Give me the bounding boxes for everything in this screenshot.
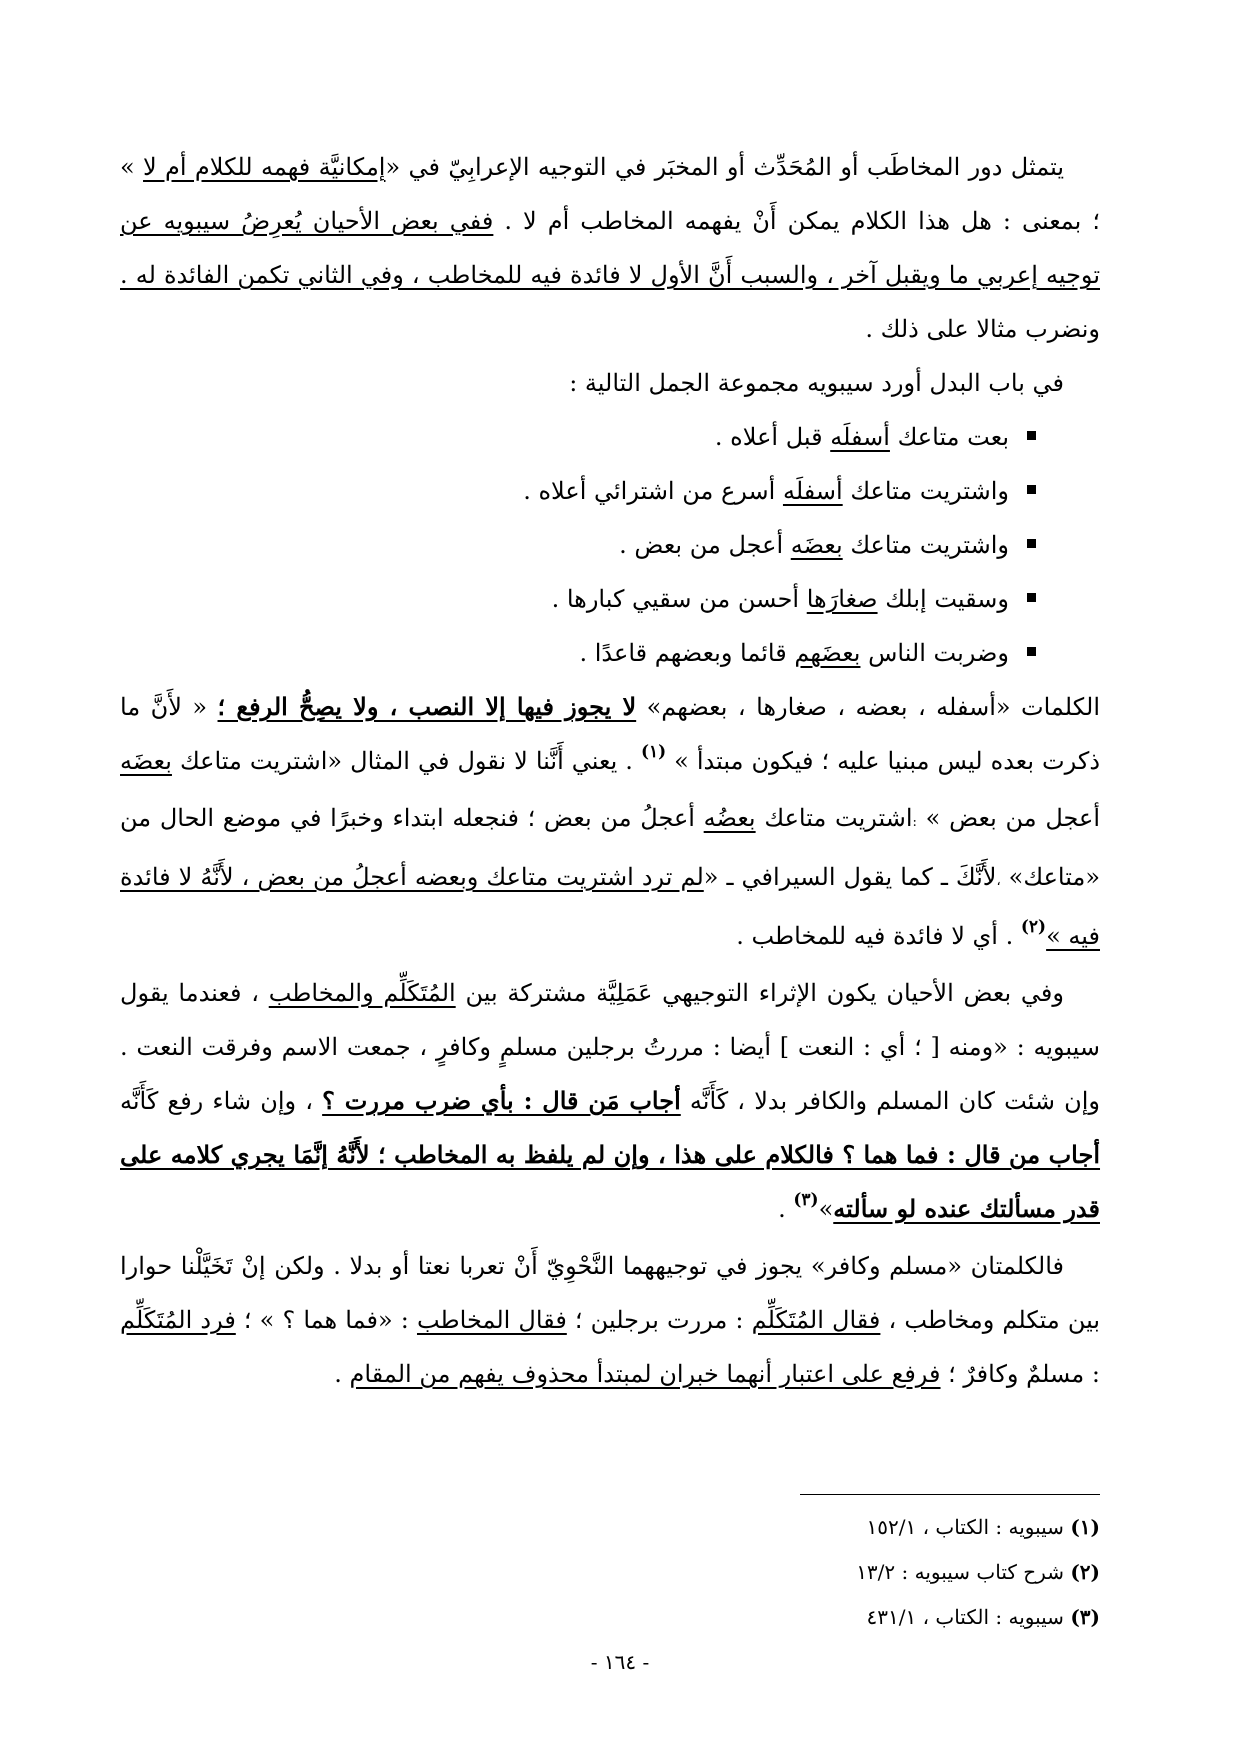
underlined-text: فرد المُتَكَلِّم (120, 1306, 236, 1334)
bullet-icon (1027, 431, 1036, 440)
text: أعجلُ من بعض ؛ فنجعله ابتداء وخبرًا في موضع الحال من «متاعك» (120, 804, 1101, 891)
page-body (120, 140, 1100, 1401)
underlined-text: فقال المخاطب (416, 1306, 567, 1334)
text: بعت متاعك (889, 423, 1009, 451)
text: ، وإن شاء رفع كَأَنَّه (120, 1087, 323, 1115)
text: أعجل من بعض » (916, 804, 1100, 832)
text: . (334, 1360, 350, 1388)
list-item (120, 518, 1036, 572)
list-item (120, 572, 1036, 626)
text: » (818, 1195, 834, 1223)
underlined-text: صغارَها (806, 585, 878, 613)
bullet-icon (1027, 647, 1036, 656)
text: يتمثل دور المخاطَب أو المُحَدِّث أو المخبَر في التوجيه الإعرابِيّ في « (385, 153, 1065, 181)
paragraph-3 (120, 680, 1100, 966)
text: وضربت الناس (860, 639, 1009, 667)
text: وفي بعض الأحيان يكون الإثراء التوجيهي عَمَلِيَّة مشتركة بين (455, 979, 1064, 1007)
footnote-item (700, 1595, 1100, 1640)
text: أسرع من اشترائي أعلاه . (523, 477, 783, 505)
footnote-divider (800, 1494, 1100, 1495)
underlined-text: فقال المُتَكَلِّم (751, 1306, 881, 1334)
bullet-icon (1027, 593, 1036, 602)
footnote-number: (١) (1070, 1515, 1100, 1539)
underlined-text: أسفلَه (782, 477, 843, 505)
bold-underlined-text: لا يجوز فيها إلا النصب ، ولا يصِحُّ الرفع ؛ (217, 692, 637, 721)
footnote-text: شرح كتاب سيبويه : ١٣/٢ (856, 1560, 1071, 1584)
text: في باب البدل أورد سيبويه مجموعة الجمل التالية : (569, 369, 1064, 397)
text: : مسلمٌ وكافرٌ ؛ (940, 1360, 1100, 1388)
example-list (120, 410, 1100, 680)
underlined-text: أسفلَه (830, 423, 890, 451)
paragraph-2 (120, 356, 1100, 410)
underlined-text: بعضَه (120, 747, 172, 775)
bold-underlined-text: أجاب من قال : فما هما ؟ فالكلام على هذا ، وإن لم يلفظ به المخاطب ؛ لأَنَّهُ إنَّمَا يجري كلامه على قدر مسألتك عنده لو سألته (120, 1140, 1101, 1223)
text: واشتريت متاعك (842, 477, 1009, 505)
text: قائما وبعضهم قاعدًا . (579, 639, 795, 667)
text: واشتريت متاعك (842, 531, 1009, 559)
quote-text: « لأَنَّ ما ذكرت بعده ليس مبنيا عليه ؛ فيكون مبتدأ » (120, 693, 1101, 775)
bullet-icon (1027, 539, 1036, 548)
text: : مررت برجلين ؛ (566, 1306, 752, 1334)
footnote-ref[interactable]: (١) (640, 742, 667, 762)
bullet-icon (1027, 485, 1036, 494)
footnote-ref[interactable]: (٢) (1020, 917, 1047, 937)
paragraph-4 (120, 966, 1100, 1239)
text: . يعني أَنَّنا لا نقول في المثال «اشتريت متاعك (171, 747, 641, 775)
underlined-text: المُتَكَلِّم والمخاطب (268, 979, 456, 1007)
underlined-text: ففي بعض الأحيان يُعرِضُ سيبويه عن توجيه إعربي ما ويقبل آخر ، والسبب أَنَّ الأول لا فائدة فيه للمخاطب ، وفي الثاني تكمن الفائدة له . (120, 207, 1100, 289)
footnote-text: سيبويه : الكتاب ، ١٥٢/١ (866, 1515, 1071, 1539)
underlined-text: بعضَهم (794, 639, 861, 667)
list-item (120, 626, 1036, 680)
quote-text: ، فعندما يقول سيبويه : «ومنه [ ؛ أي : النعت ] أيضا : مررتُ برجلين مسلمٍ وكافرٍ ، جمعت الاسم وفرقت النعت . وإن شئت كان المسلم والكافر بدلا ، كَأَنَّه (120, 979, 1101, 1115)
text: . (778, 1195, 794, 1223)
paragraph-1 (120, 140, 1100, 356)
text: فالكلمتان «مسلم وكافر» يجوز في توجيههما النَّحْوِيّ أَنْ تعربا نعتا أو بدلا . ولكن إنْ تَخَيَّلْنا حوارا بين متكلم ومخاطب ، (120, 1252, 1101, 1334)
text: » ؛ بمعنى : هل هذا الكلام يمكن أَنْ يفهمه المخاطب أم لا . (120, 153, 1101, 235)
comma-mark: ، (996, 874, 1001, 889)
bold-underlined-text: أجاب مَن قال : بأي ضرب مررت ؟ (322, 1086, 681, 1115)
underlined-text: إمكانيَّة فهمه للكلام أم لا (143, 153, 386, 181)
page-number: - ١٦٤ - (590, 1650, 650, 1674)
text: وسقيت إبلك (877, 585, 1009, 613)
text: ـ كما يقول السيرافي ـ « (703, 863, 956, 891)
underlined-quote: لم ترد اشتريت متاعك وبعضه أعجلُ من بعض ، لأَنَّهُ لا فائدة فيه » (120, 863, 1100, 950)
footnote-text: سيبويه : الكتاب ، ٤٣١/١ (866, 1605, 1071, 1629)
underlined-text: بعضَه (790, 531, 843, 559)
underlined-text: فرفع على اعتبار أنهما خبران لمبتدأ محذوف يفهم من المقام (349, 1360, 941, 1388)
list-item (120, 464, 1036, 518)
footnote-ref[interactable]: (٣) (793, 1190, 819, 1210)
footnote-number: (٢) (1070, 1560, 1100, 1584)
underlined-text: بعضُه (703, 804, 756, 832)
footnote-number: (٣) (1070, 1605, 1100, 1629)
footnotes (700, 1505, 1100, 1640)
colon-mark: : (912, 815, 917, 830)
text: : «فما هما ؟ » ؛ (235, 1306, 417, 1334)
text: الكلمات «أسفله ، بعضه ، صغارها ، بعضهم» (636, 693, 1100, 721)
text: ونضرب مثالا على ذلك . (865, 315, 1100, 343)
footnote-item (700, 1550, 1100, 1595)
text: . أي لا فائدة فيه للمخاطب . (736, 922, 1021, 950)
paragraph-5 (120, 1239, 1100, 1401)
list-item (120, 410, 1036, 464)
text: قبل أعلاه . (714, 423, 831, 451)
text: اشتريت متاعك (755, 804, 913, 832)
footnote-item (700, 1505, 1100, 1550)
text: لأَنَّكَ (955, 863, 997, 891)
text: أحسن من سقيي كبارها . (551, 585, 807, 613)
text: أعجل من بعض . (619, 531, 791, 559)
